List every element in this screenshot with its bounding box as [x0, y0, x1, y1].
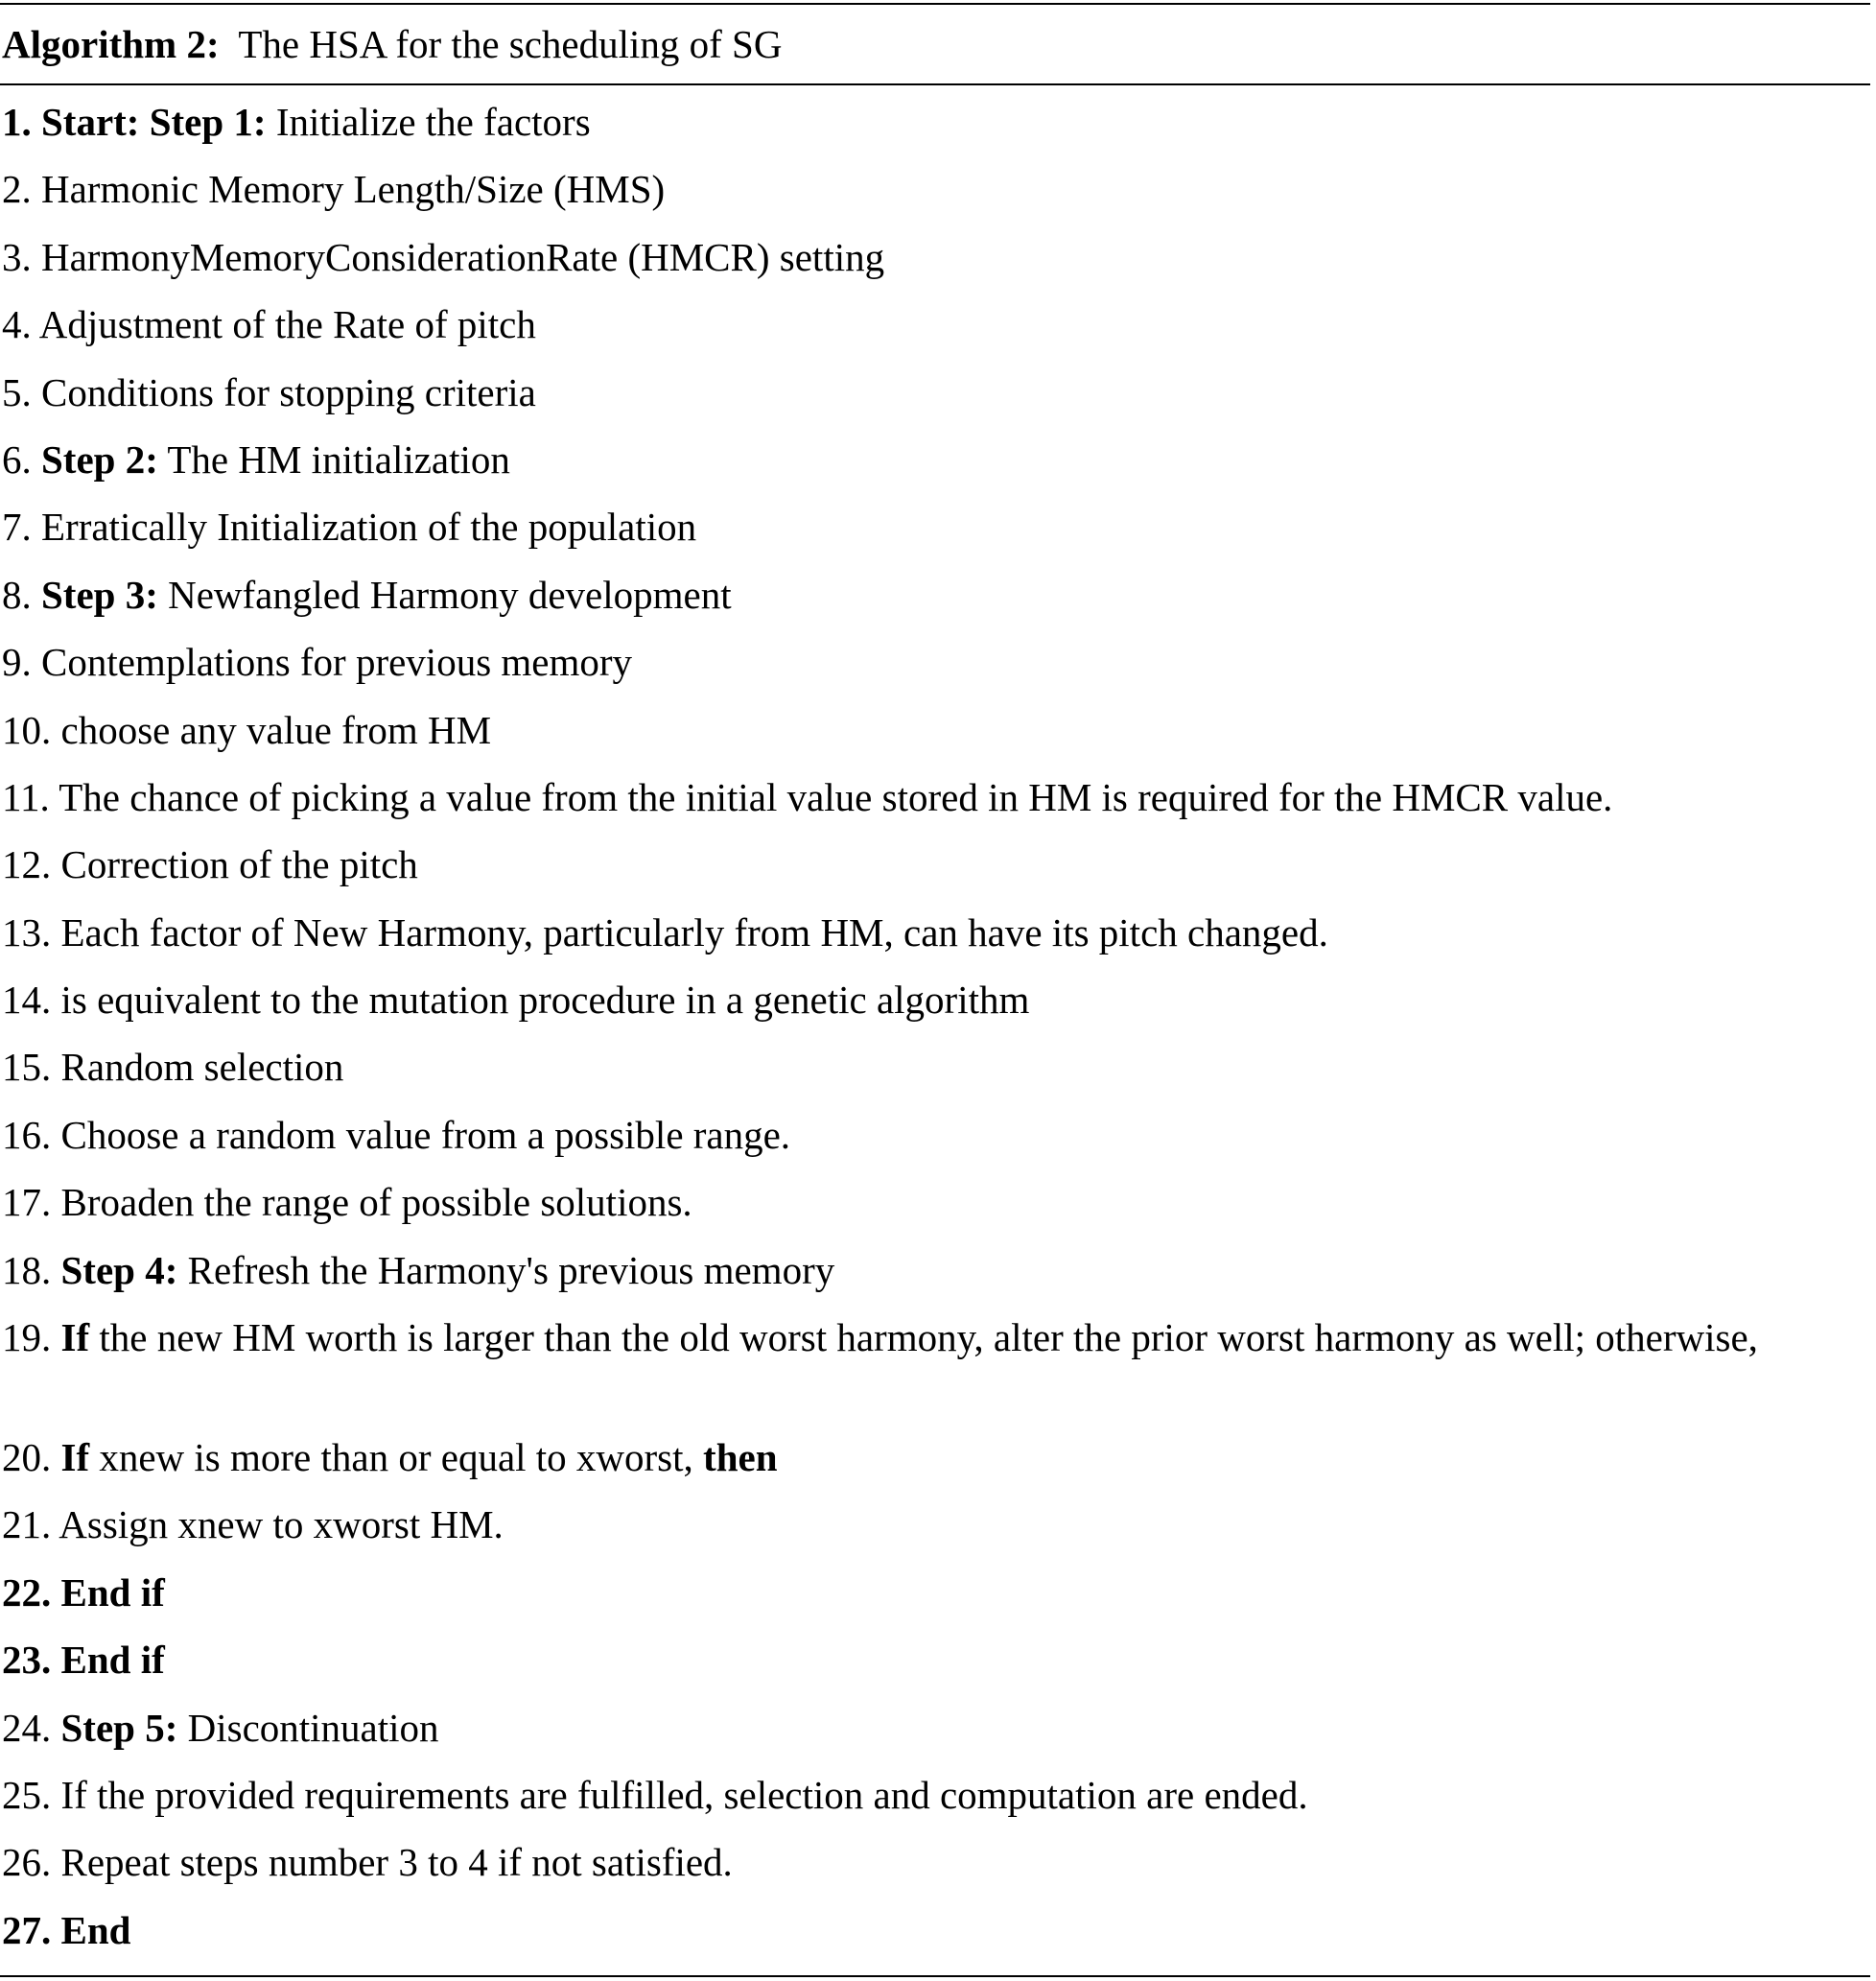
algorithm-line: 13. Each factor of New Harmony, particularly from HM, can have its pitch changed. [2, 909, 1328, 955]
algorithm-line: 12. Correction of the pitch [2, 842, 418, 887]
algorithm-line: 16. Choose a random value from a possible range. [2, 1112, 791, 1157]
algorithm-line: 7. Erratically Initialization of the population [2, 505, 697, 550]
caption-rule [0, 83, 1870, 85]
bottom-rule [0, 1975, 1870, 1977]
algorithm-line: 23. End if [2, 1638, 165, 1683]
algorithm-line: 2. Harmonic Memory Length/Size (HMS) [2, 167, 666, 212]
top-rule [0, 3, 1870, 5]
algorithm-steps [2, 96, 1868, 1971]
algorithm-line: 22. End if [2, 1569, 165, 1615]
algorithm-line: 21. Assign xnew to xworst HM. [2, 1502, 504, 1547]
algorithm-line: 27. End [2, 1907, 131, 1952]
algorithm-line: 19. If the new HM worth is larger than the old worst harmony, alter the prior worst harmony as well; otherwise, [2, 1315, 1758, 1360]
algorithm-line: 14. is equivalent to the mutation procedure in a genetic algorithm [2, 978, 1030, 1023]
algorithm-line: 20. If xnew is more than or equal to xworst, then [2, 1435, 778, 1480]
algorithm-line: 8. Step 3: Newfangled Harmony development [2, 572, 732, 617]
algorithm-line: 9. Contemplations for previous memory [2, 640, 633, 685]
algorithm-line: 15. Random selection [2, 1045, 344, 1090]
algorithm-line: 4. Adjustment of the Rate of pitch [2, 302, 536, 347]
algorithm-line: 10. choose any value from HM [2, 707, 492, 752]
algorithm-label: Algorithm 2: [2, 22, 220, 66]
algorithm-line: 18. Step 4: Refresh the Harmony's previous memory [2, 1247, 835, 1292]
algorithm-line: 25. If the provided requirements are fulfilled, selection and computation are ended. [2, 1772, 1308, 1817]
algorithm-line: 1. Start: Step 1: Initialize the factors [2, 100, 591, 144]
algorithm-line: 24. Step 5: Discontinuation [2, 1705, 439, 1750]
algorithm-line: 5. Conditions for stopping criteria [2, 369, 536, 414]
algorithm-line: 26. Repeat steps number 3 to 4 if not satisfied. [2, 1840, 733, 1885]
algorithm-line: 11. The chance of picking a value from the initial value stored in HM is required for the HMCR value. [2, 774, 1613, 819]
algorithm-title: The HSA for the scheduling of SG [238, 22, 783, 66]
algorithm-line: 3. HarmonyMemoryConsiderationRate (HMCR) setting [2, 234, 885, 279]
algorithm-line: 17. Broaden the range of possible solutions. [2, 1180, 692, 1225]
algorithm-caption [2, 21, 782, 67]
algorithm-line: 6. Step 2: The HM initialization [2, 436, 510, 482]
